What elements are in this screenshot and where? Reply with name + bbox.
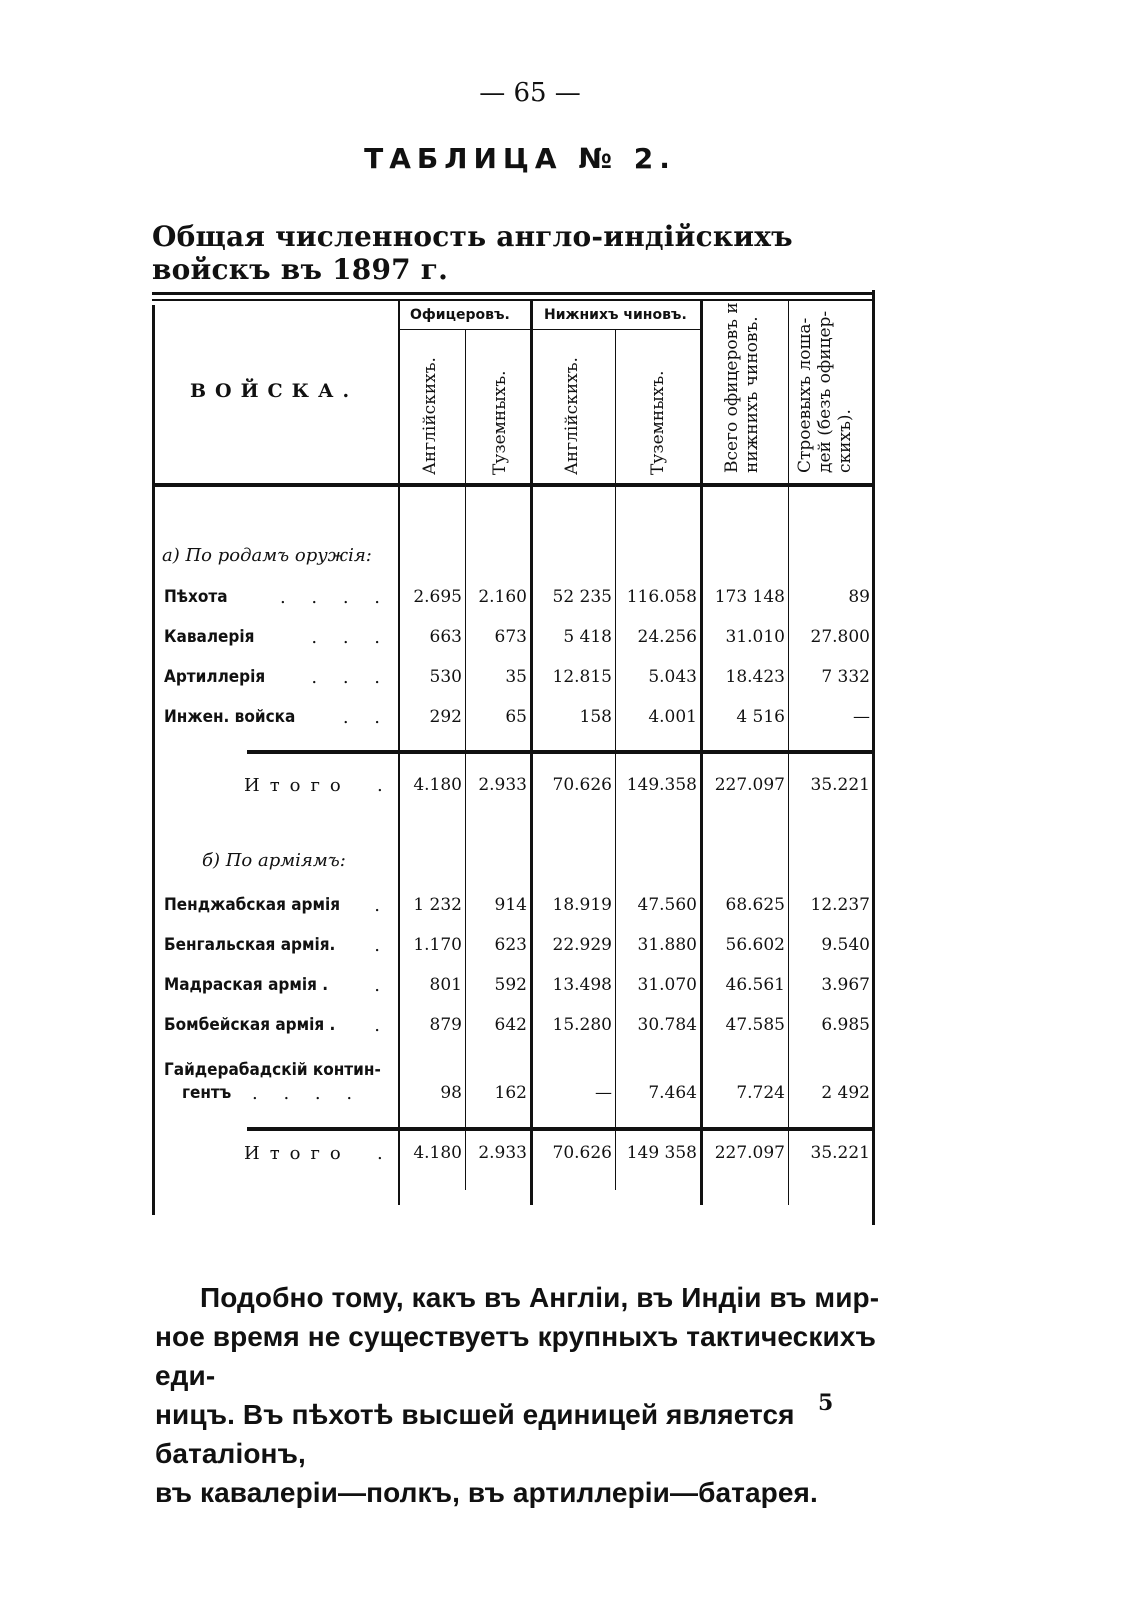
col-divider-4 xyxy=(615,330,616,1190)
body-line: Подобно тому, какъ въ Англіи, въ Индіи въ мир- xyxy=(200,1282,880,1313)
armies-row3-col3-value: 13.498 xyxy=(552,975,612,995)
armies-row-label: Бомбейская армія . xyxy=(164,1015,336,1035)
haiderabad-col3-value: — xyxy=(595,1083,612,1103)
header-bottom-rule xyxy=(152,483,875,487)
armies-row2-col3-value: 22.929 xyxy=(552,935,612,955)
body-line: ное время не существуетъ крупныхъ тактическихъ еди- xyxy=(155,1321,876,1391)
arms-row4-col5-value: 4 516 xyxy=(736,707,785,727)
armies-row-dots: . xyxy=(374,895,390,916)
arms-row3-col2-value: 35 xyxy=(505,667,527,687)
group-header-lower-ranks: Нижнихъ чиновъ. xyxy=(544,307,687,323)
lower-ranks-group-underline xyxy=(533,329,700,330)
arms-row-dots: . . . xyxy=(311,667,390,688)
arms-row2-col1-value: 663 xyxy=(429,627,462,647)
arms-row4-col3-value: 158 xyxy=(579,707,612,727)
section-by-arms: а) По родамъ оружія: xyxy=(162,545,372,566)
arms-row2-col3-value: 5 418 xyxy=(563,627,612,647)
col-header-total-line2: нижнихъ чиновъ. xyxy=(742,316,762,473)
armies-row-dots: . xyxy=(374,975,390,996)
total-b-col3-value: 70.626 xyxy=(552,1143,612,1163)
total-b-col6-value: 35.221 xyxy=(810,1143,870,1163)
armies-row2-col5-value: 56.602 xyxy=(725,935,785,955)
arms-row1-col1-value: 2.695 xyxy=(413,587,462,607)
total-a-rule xyxy=(247,750,875,754)
col-header-english-officers: Англійскихъ. xyxy=(420,357,440,475)
armies-row1-col6-value: 12.237 xyxy=(810,895,870,915)
signature-mark: 5 xyxy=(818,1390,834,1416)
col-header-voiska: ВОЙСКА. xyxy=(190,380,359,402)
total-a-col6-value: 35.221 xyxy=(810,775,870,795)
table-left-border xyxy=(152,305,155,1215)
arms-row-label: Инжен. войска xyxy=(164,707,296,727)
total-b-col4-value: 149 358 xyxy=(626,1143,697,1163)
col-header-native-lower: Туземныхъ. xyxy=(648,370,668,475)
haiderabad-col1-value: 98 xyxy=(440,1083,462,1103)
arms-row4-col4-value: 4.001 xyxy=(648,707,697,727)
armies-row4-col3-value: 15.280 xyxy=(552,1015,612,1035)
arms-row-label: Пѣхота xyxy=(164,587,228,607)
arms-row1-col4-value: 116.058 xyxy=(626,587,697,607)
total-a-col4-value: 149.358 xyxy=(626,775,697,795)
top-rule xyxy=(152,292,875,295)
armies-row4-col6-value: 6.985 xyxy=(821,1015,870,1035)
armies-row3-col1-value: 801 xyxy=(429,975,462,995)
body-paragraph xyxy=(155,1278,920,1512)
body-line: ницъ. Въ пѣхотѣ высшей единицей является баталіонъ, xyxy=(155,1399,795,1469)
armies-row2-col2-value: 623 xyxy=(494,935,527,955)
armies-row1-col1-value: 1 232 xyxy=(413,895,462,915)
arms-row3-col3-value: 12.815 xyxy=(552,667,612,687)
row-label-haiderabad-2: гентъ xyxy=(182,1083,232,1103)
col-header-horses-line3: скихъ). xyxy=(835,409,855,473)
armies-row4-col2-value: 642 xyxy=(494,1015,527,1035)
arms-row-dots: . . . xyxy=(311,627,390,648)
armies-row4-col1-value: 879 xyxy=(429,1015,462,1035)
armies-row1-col5-value: 68.625 xyxy=(725,895,785,915)
arms-row-label: Артиллерія xyxy=(164,667,266,687)
arms-row4-col1-value: 292 xyxy=(429,707,462,727)
armies-row-dots: . xyxy=(374,935,390,956)
armies-row3-col4-value: 31.070 xyxy=(637,975,697,995)
total-a-col2-value: 2.933 xyxy=(478,775,527,795)
section-by-armies: б) По арміямъ: xyxy=(202,850,346,871)
arms-row2-col4-value: 24.256 xyxy=(637,627,697,647)
arms-row1-col5-value: 173 148 xyxy=(714,587,785,607)
total-b-col5-value: 227.097 xyxy=(714,1143,785,1163)
col-divider-2 xyxy=(465,330,466,1190)
total-b-label: Итого xyxy=(244,1143,351,1164)
arms-row3-col1-value: 530 xyxy=(429,667,462,687)
armies-row3-col2-value: 592 xyxy=(494,975,527,995)
arms-row4-col2-value: 65 xyxy=(505,707,527,727)
total-b-dot: . xyxy=(377,1143,393,1164)
col-header-native-officers: Туземныхъ. xyxy=(490,370,510,475)
arms-row2-col2-value: 673 xyxy=(494,627,527,647)
total-a-col3-value: 70.626 xyxy=(552,775,612,795)
haiderabad-col2-value: 162 xyxy=(494,1083,527,1103)
col-header-horses-line1: Строевыхъ лоша- xyxy=(795,317,815,473)
col-header-horses xyxy=(795,311,855,473)
haiderabad-col6-value: 2 492 xyxy=(821,1083,870,1103)
arms-row3-col4-value: 5.043 xyxy=(648,667,697,687)
armies-row4-col4-value: 30.784 xyxy=(637,1015,697,1035)
page-number: — 65 — xyxy=(479,78,581,108)
arms-row-label: Кавалерія xyxy=(164,627,255,647)
body-line: въ кавалеріи—полкъ, въ артиллеріи—батарея. xyxy=(155,1477,818,1508)
table-subtitle: Общая численность англо-индійскихъ войскъ въ 1897 г. xyxy=(152,220,793,286)
arms-row1-col2-value: 2.160 xyxy=(478,587,527,607)
armies-row3-col5-value: 46.561 xyxy=(725,975,785,995)
haiderabad-col4-value: 7.464 xyxy=(648,1083,697,1103)
total-b-rule xyxy=(247,1127,875,1131)
arms-row-dots: . . xyxy=(342,707,390,728)
armies-row-label: Бенгальская армія. xyxy=(164,935,336,955)
arms-row3-col5-value: 18.423 xyxy=(725,667,785,687)
col-header-horses-line2: дей (безъ офицер- xyxy=(815,310,835,473)
armies-row-label: Пенджабская армія xyxy=(164,895,341,915)
officers-group-underline xyxy=(400,329,530,330)
armies-row3-col6-value: 3.967 xyxy=(821,975,870,995)
table-title: ТАБЛИЦА № 2. xyxy=(364,142,676,175)
armies-row4-col5-value: 47.585 xyxy=(725,1015,785,1035)
table-right-border xyxy=(872,290,875,1225)
total-a-col5-value: 227.097 xyxy=(714,775,785,795)
top-rule-inner xyxy=(152,299,875,301)
armies-row2-col1-value: 1.170 xyxy=(413,935,462,955)
col-header-total-line1: Всего офицеровъ и xyxy=(722,302,742,473)
armies-row2-col4-value: 31.880 xyxy=(637,935,697,955)
armies-row-dots: . xyxy=(374,1015,390,1036)
arms-row3-col6-value: 7 332 xyxy=(821,667,870,687)
armies-row-label: Мадраская армія . xyxy=(164,975,329,995)
total-b-col2-value: 2.933 xyxy=(478,1143,527,1163)
total-a-label: Итого xyxy=(244,775,351,796)
arms-row2-col5-value: 31.010 xyxy=(725,627,785,647)
armies-row1-col4-value: 47.560 xyxy=(637,895,697,915)
armies-row1-col3-value: 18.919 xyxy=(552,895,612,915)
total-a-col1-value: 4.180 xyxy=(413,775,462,795)
row-label-haiderabad-1: Гайдерабадскій контин- xyxy=(164,1060,381,1080)
arms-row4-col6-value: — xyxy=(853,707,870,727)
group-header-officers: Офицеровъ. xyxy=(410,307,510,323)
arms-row1-col6-value: 89 xyxy=(848,587,870,607)
armies-row1-col2-value: 914 xyxy=(494,895,527,915)
arms-row-dots: . . . . xyxy=(279,587,390,608)
col-header-english-lower: Англійскихъ. xyxy=(562,357,582,475)
troop-strength-table xyxy=(152,302,908,1255)
col-header-total xyxy=(722,302,762,473)
arms-row1-col3-value: 52 235 xyxy=(552,587,612,607)
armies-row2-col6-value: 9.540 xyxy=(821,935,870,955)
row-dots-haiderabad: . . . . xyxy=(252,1083,363,1104)
arms-row2-col6-value: 27.800 xyxy=(810,627,870,647)
haiderabad-col5-value: 7.724 xyxy=(736,1083,785,1103)
total-a-dot: . xyxy=(377,775,393,796)
total-b-col1-value: 4.180 xyxy=(413,1143,462,1163)
